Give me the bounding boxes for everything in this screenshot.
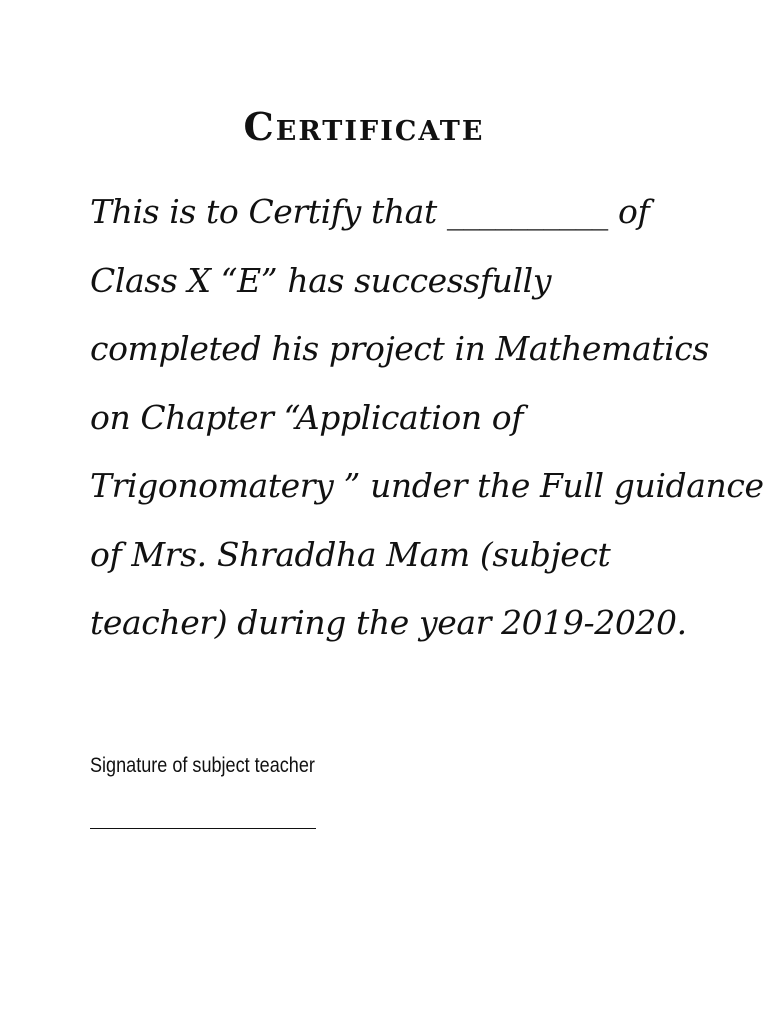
certificate-body-line-3: completed his project in Mathematics — [90, 329, 709, 368]
certificate-body-line-7: teacher) during the year 2019-2020. — [90, 603, 687, 642]
certificate-body-line-6: of Mrs. Shraddha Mam (subject — [90, 534, 611, 574]
certificate-body-line-1: This is to Certify that __________ of — [90, 192, 650, 231]
signature-line — [90, 828, 316, 829]
certificate-title: Certificate — [243, 104, 485, 149]
signature-label: Signature of subject teacher — [90, 754, 315, 777]
certificate-body-line-5: Trigonomatery ” under the Full guidance — [90, 466, 764, 505]
certificate-body-line-2: Class X “E” has successfully — [90, 260, 552, 300]
certificate-body — [90, 178, 764, 658]
certificate-body-line-4: on Chapter “Application of — [90, 397, 524, 437]
